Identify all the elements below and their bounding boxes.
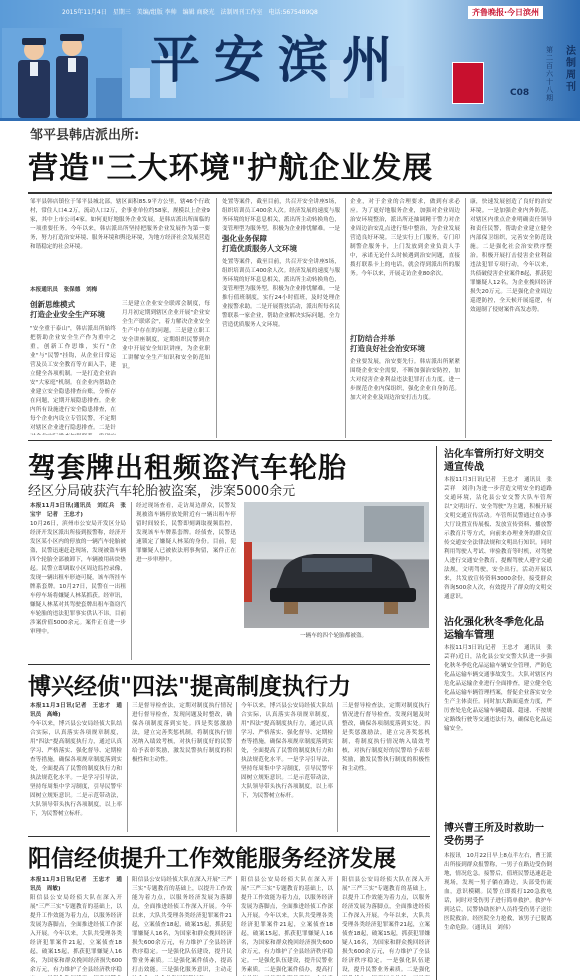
masthead-title: 平安滨州 [150,30,406,89]
story3-headline: 博兴经侦"四法"提高制度执行力 [28,673,351,700]
story1-body-3: 处置等案件，截至目前，共召开安全讲座5场，组织培训员工400余人次。经济发展的速度与服务环境的好坏息息相关，派出所主动转换角色，变管理型为服务型，积极为企业排忧解难。一是 [222,199,340,232]
story1-subhead-1: 创新思维模式 打造企业安全生产环境 [30,300,105,319]
story4-body-4: 阳信县公安局经侦大队在深入开展"三严三实"专题教育的基础上，以提升工作效能为着力点，以服务经济发展为落脚点，全面推进经侦工作深入开展。今年以来，大队共受理各类经济犯罪案件21起，立案侦查18起，破案15起，抓获犯罪嫌疑人16名，为国家和群众挽回经济损失600余万元，有力维护了全县经济秩序稳定。一是强化队伍建设，提升民警业务素质。二是强化 [342,877,430,973]
story4-body-3: 阳信县公安局经侦大队在深入开展"三严三实"专题教育的基础上，以提升工作效能为着力点，以服务经济发展为落脚点，全面推进经侦工作深入开展。今年以来，大队共受理各类经济犯罪案件21起，立案侦查18起，破案15起，抓获犯罪嫌疑人16名，为国家和群众挽回经济损失600余万元，有力维护了全县经济秩序稳定。一是强化队伍建设，提升民警业务素质。二是强化案件侦办，提高打 [241,877,333,973]
seal-graphic [452,62,484,104]
story3-body-3: 今年以来，博兴县公安局经侦大队结合实际，认真落实各项规章制度，用"四法"提高制度执行力，通过认真学习、严格落实、强化督导、定期检查等措施，确保各项规章制度落到实处，全面提高了民警的制度执行力和执法规范化水平。一是学习引导法，坚持每周集中学习制度，引导民警牢固树立规矩意识。二是示范带动法，大队领导带头执行各项制度，以上率下，为民警树立标杆。 [241,703,333,799]
story2-body: 10月26日，滨州市公安局开发区分局经济开发区派出所接到报警称，经济开发区某小区内的停放的一辆汽车轮胎被盗，民警迅速赶赴现场，发现被盗车辆四个轮胎全部被卸下，车辆被用砖块垫起。民警立即调取小区周边监控录像，发现一辆出租车形迹可疑，该车所挂车牌系套牌。10月27日，民警在一出租车停车场将嫌疑人林某抓获。经审讯，嫌疑人林某对其驾驶套牌出租车盗窃汽车轮胎的违法犯罪事实供认不讳，目前涉案价值5000余元。案件正在进一步审理中。 [30,521,126,635]
story2-subheadline: 经区分局破获汽车轮胎被盗案，涉案5000余元 [28,484,296,499]
story4-body-2: 阳信县公安局经侦大队在深入开展"三严三实"专题教育的基础上，以提升工作效能为着力点，以服务经济发展为落脚点，全面推进经侦工作深入开展。今年以来，大队共受理各类经济犯罪案件21起，立案侦查18起，破案15起，抓获犯罪嫌疑人16名，为国家和群众挽回经济损失600余万元，有力维护了全县经济秩序稳定。一是强化队伍建设，提升民警业务素质。二是强化案件侦办，提高打击效能。三是强化服务意识，主动走 [132,877,232,973]
page-number: C08 [510,88,530,98]
sidebar-body-2: 本报11月3日讯(记者 王忠才 通讯员 张芸祥)近日，沾化县公安交警大队进一步强化秋冬季危化品运输车辆安全管理，严防危化品运输车辆交通事故发生。大队对辖区内危化品运输企业进行全面排查，建立健全危化品运输车辆管理档案，督促企业落实安全生产主体责任。同时加大路面巡查力度，严厉查处危化品运输车辆超载、超速、不按规定路线行驶等交通违法行为，确保危化品运输安全。 [444,645,552,732]
masthead [0,0,580,118]
story1-headline: 营造"三大环境"护航企业发展 [28,151,434,186]
column-rule [337,702,338,832]
story2-body-2: 经过现场查看，走访周边群众，民警发现被盗车辆停放处附近有一辆出租车停留时间较长，民警即刻调取视频监控，发现该车车牌系套牌。经侦查，民警迅速锁定了嫌疑人林某的身份。目前，犯罪嫌疑人已被依法刑事拘留，案件正在进一步审理中。 [136,503,236,563]
car-graphic [244,502,429,628]
story4-body: 阳信县公安局经侦大队在深入开展"三严三实"专题教育的基础上，以提升工作效能为着力点，以服务经济发展为落脚点，全面推进经侦工作深入开展。今年以来，大队共受理各类经济犯罪案件21起，立案侦查18起，破案15起，抓获犯罪嫌疑人16名，为国家和群众挽回经济损失600余万元，有力维护了全县经济秩序稳 [30,895,122,973]
masthead-rule [0,118,580,121]
sidebar-headline-1: 沾化车管所打好文明交通宣传战 [444,449,544,473]
car-photo [244,502,429,628]
photo-caption: 一辆车的四个轮胎都被盗。 [300,633,368,639]
column-rule [337,876,338,976]
sidebar-body-1: 本报11月3日讯(记者 王忠才 通讯员 张芸祥 刘洋)为进一步营造文明安全的道路交通环境，沾化县公安交警大队车管所以"文明出行、安全驾驶"为主题，积极开展文明交通宣传活动。车管所民警通过在办事大厅设置宣传展板、发放宣传资料、播放警示教育片等方式，向前来办理业务的群众宣传交通安全法律法规和文明出行知识。同时利用驾驶人考试、审验教育等时机，对驾驶人进行交通安全教育，提醒驾驶人遵守交通法规，文明驾驶，安全出行。活动开展以来，共发放宣传资料3000余份，接受群众咨询500余人次，有效提升了群众的文明交通意识。 [444,477,552,600]
rule [28,192,552,194]
rule [28,836,430,837]
column-rule [127,876,128,976]
police-illustration [2,28,122,118]
story3-body: 今年以来，博兴县公安局经侦大队结合实际，认真落实各项规章制度，用"四法"提高制度执行力，通过认真学习、严格落实、强化督导、定期检查等措施，确保各项规章制度落到实处，全面提高了民警的制度执行力和执法规范化水平。一是学习引导法，坚持每周集中学习制度，引导民警牢固树立规矩意识。二是示范带动法，大队领导带头执行各项制度，以上率下，为民警树立标杆。 [30,721,122,817]
story4-headline: 阳信经侦提升工作效能服务经济发展 [28,845,396,872]
column-rule [216,198,217,438]
story3-byline: 本报11月3日讯(记者 王忠才 通讯员 高峰) [30,703,122,718]
column-rule [236,876,237,976]
sidebar-divider [436,446,437,980]
sidebar-headline-3: 博兴曹王所及时救助一受伤男子 [444,823,544,847]
story1-body-5: 企业要发展，治安要先行。韩店派出所紧紧围绕企业安全需要，不断加强治安防控，加大对侵害企业利益违法犯罪打击力度。进一步规范企业内保组织，强化企业自身防范。加大对企业及周边治安打击力度。 [350,359,460,401]
story1-body-4: 企业，对于企业的合理要求，做到有求必应。为了更好地服务企业，加强对企业周边治安环境整治，派出所还抽调精干警力对企业周边治安乱点进行集中整治，为企业发展营造良好环境。三是实行上门服务，专门印制警企服务卡，上门发放到企业负责人手中，承诺无论什么时候遇到治安问题，直接拨打联系卡上的电话，就会得到派出所的服务。今年以来，开展走访企业80余次。 [350,199,460,277]
story2-byline: 本报11月3日讯(通讯员 刘红兵 张宝宇 记者 王忠才) [30,503,126,518]
side-label: 法制周刊 [566,46,576,93]
story1-subhead-2: 强化业务保障 打造优质服务人文环境 [222,234,297,253]
column-rule [127,702,128,832]
rule [28,440,552,441]
rule [28,664,430,665]
story2-headline: 驾套牌出租频盗汽车轮胎 [28,451,348,484]
column-rule [236,702,237,832]
story1-byline: 本报通讯员 张保德 刘梅 [30,287,98,293]
paper-logo: 齐鲁晚报·今日滨州 [468,6,543,19]
story1-subhead-3: 打防结合并举 打造良好社会治安环境 [350,334,425,353]
column-rule [465,198,466,438]
masthead-meta: 2015年11月4日 星期三 美编/组版 李帅 编辑 商晓光 法制周刊工作室 电话:5675489Q8 [62,9,318,16]
column-rule [131,502,132,660]
story4-byline: 本报11月3日讯(记者 王忠才 通讯员 周敏) [30,877,122,892]
column-rule [345,198,346,438]
story1-body-3b: 处置等案件，截至目前，共召开安全讲座5场，组织培训员工400余人次。经济发展的速度与服务环境的好坏息息相关，派出所主动转换角色，变管理型为服务型，积极为企业排忧解难。一是推行值班制度，实行24小时值班，及时处理企业报警求助。二是开展帮扶活动，派出所每名民警联系一家企业，帮助企业解决实际问题，全力营造优质服务人文环境。 [222,259,340,328]
issue-label: 第二百六十八期 [546,46,553,102]
story1-lead: 邹平县韩店镇位于邹平县城北部，辖区面积85.9平方公里，辖46个行政村，常住人口4.2万，流动人口2万，企事业单位约58家，规模以上企业9家，其中上市公司4家。如何更好地服务企业发展，是韩店派出所面临的一项重要任务。今年以来，韩店派出所坚持把服务企业发展作为第一要务，努力打造治安环境、服务环境和舆论环境，为地方经济社会发展营造和谐稳定的社会环境。 [30,199,210,250]
story1-body-2: 三是建立企业安全联席会制度，每月月初定期到辖区企业开展"企业安全生产联席会"，着力解决企业安全生产中存在的问题。三是建立职工安全讲座制度，定期组织民警到企业中开展安全知识讲座，为企业职工讲解安全生产知识和安全防范知识。 [122,301,210,370]
sidebar-body-3: 本报讯 10月22日早上8点半左右，曹王派出所接到群众报警称，一男子在路边受伤倒地，情况危急。接警后，值班民警迅速赶赴现场，发现一男子躺在路边，头部受伤流血，意识模糊。民警立即拨打120急救电话，同时对受伤男子进行简单救护。救护车到达后，民警协助医护人员将受伤男子送往医院救治。经医院全力抢救，该男子已脱离生命危险。（通讯员 刘伟） [444,853,552,931]
story1-body-6: 康，快速发展创造了良好的治安环境。一是加强企业内外防范。对辖区内重点企业明确责任领导和责任民警，帮助企业建立健全内部保卫组织，完善安全防范设施。二是强化社会治安秩序整治。积极开展打击侵害企业利益违法犯罪专项行动，今年以来，共侦破侵害企业案件8起，抓获犯罪嫌疑人12名，为企业挽回经济损失20万元。三是强化企业周边巡逻防控，全天候开展巡逻，有效遏制了侵财案件高发态势。 [470,199,552,313]
story3-body-4: 三是督导检查法，定期对制度执行情况进行督导检查，发现问题及时整改，确保各项制度落到实处。四是奖惩激励法，建立完善奖惩机制，将制度执行情况纳入绩效考核，对执行制度好的民警给予表彰奖励，激发民警执行制度的积极性和主动性。 [342,703,430,772]
story3-body-2: 三是督导检查法，定期对制度执行情况进行督导检查，发现问题及时整改，确保各项制度落到实处。四是奖惩激励法，建立完善奖惩机制，将制度执行情况纳入绩效考核，对执行制度好的民警给予表彰奖励，激发民警执行制度的积极性和主动性。 [132,703,232,763]
story1-kicker: 邹平县韩店派出所: [30,128,140,143]
sidebar-headline-2: 沾化强化秋冬季危化品运输车管理 [444,617,544,641]
story1-body-1: "安全重于泰山"，韩店派出所始终把帮助企业安全生产作为重中之重，创新工作思维，实行"企业"与"民警"挂钩，从企业日常运营及员工安全教育等方面入手，建立健全各项机制。一是打造企业治安"大家庭"机制。在企业内帮助企业建立安全隐患排查台账，分析存在问题，定期开展隐患排查。企业内所有设施进行安全隐患排查，在每个企业内设立专管民警，不定期对辖区企业进行隐患排查。二是针 [30,326,116,431]
